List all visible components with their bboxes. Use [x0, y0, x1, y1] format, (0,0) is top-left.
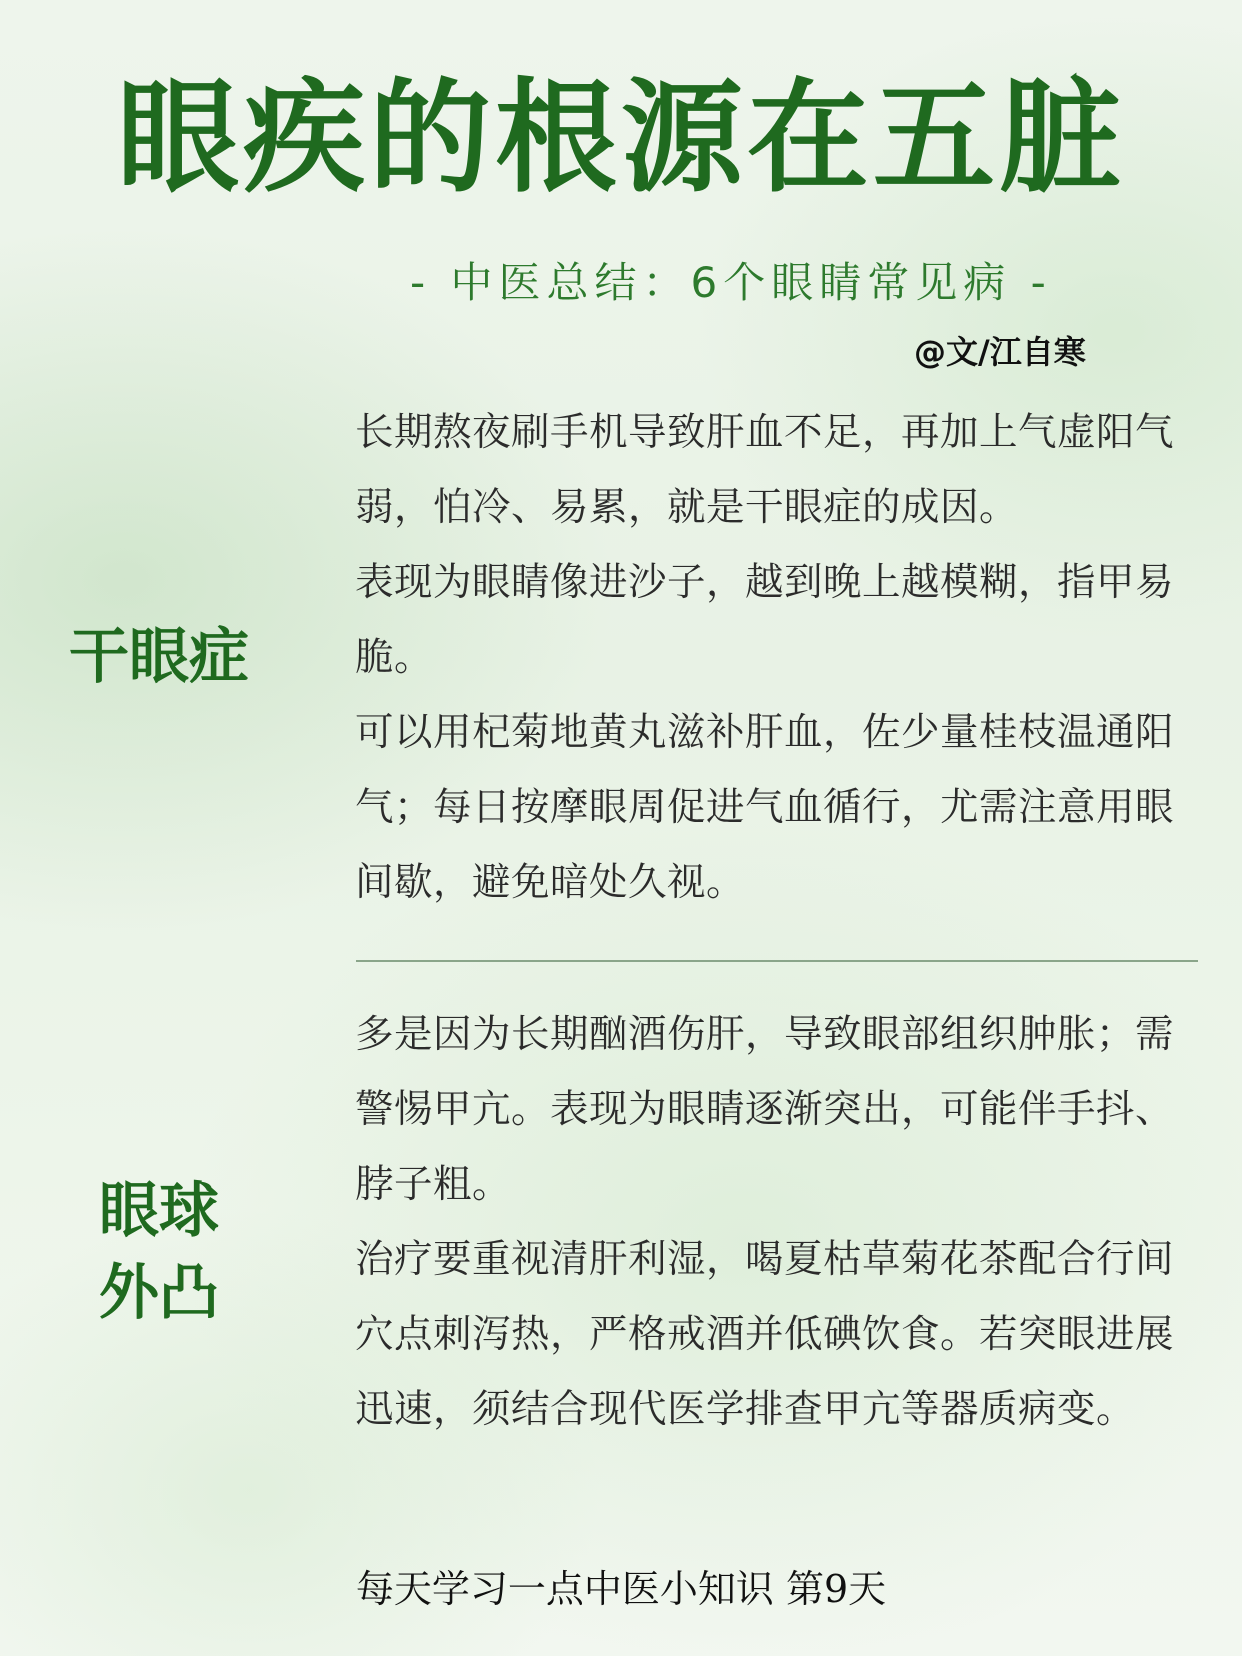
page-title: 眼疾的根源在五脏 — [117, 67, 1125, 209]
section-label-line: 干眼症 — [69, 622, 249, 692]
section-label-line: 外凸 — [99, 1258, 219, 1328]
subtitle: - 中医总结：6个眼睛常见病 - — [410, 258, 1052, 307]
paragraph: 表现为眼睛像进沙子，越到晚上越模糊，指甲易脆。 — [355, 560, 1175, 680]
section-body-exophthalmos — [355, 997, 1200, 1447]
author-credit: @文/江自寒 — [914, 333, 1086, 371]
paragraph: 长期熬夜刷手机导致肝血不足，再加上气虚阳气弱，怕冷、易累，就是干眼症的成因。 — [355, 410, 1175, 530]
section-body-dry-eye — [355, 395, 1200, 920]
section-label-dry-eye — [64, 616, 254, 698]
section-divider — [356, 960, 1198, 962]
footer-caption: 每天学习一点中医小知识 第9天 — [355, 1567, 887, 1611]
paragraph: 可以用杞菊地黄丸滋补肝血，佐少量桂枝温通阳气；每日按摩眼周促进气血循行，尤需注意用眼间歇，避免暗处久视。 — [355, 710, 1175, 905]
section-label-line: 眼球 — [99, 1176, 219, 1246]
section-label-exophthalmos — [64, 1170, 254, 1334]
paragraph: 治疗要重视清肝利湿，喝夏枯草菊花茶配合行间穴点刺泻热，严格戒酒并低碘饮食。若突眼进展迅速，须结合现代医学排查甲亢等器质病变。 — [355, 1237, 1175, 1432]
paragraph: 多是因为长期酗酒伤肝，导致眼部组织肿胀；需警惕甲亢。表现为眼睛逐渐突出，可能伴手抖、脖子粗。 — [355, 1012, 1175, 1207]
